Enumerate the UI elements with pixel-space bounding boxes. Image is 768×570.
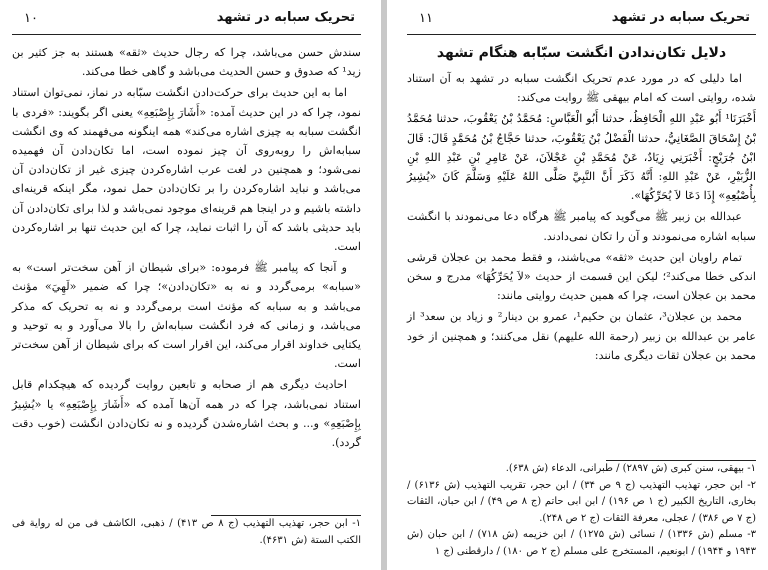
paragraph: تمام راویان این حدیث «ثقه» می‌باشند، و فقط محمد بن عجلان قرشی اندکی خطا می‌کند²؛ لیکن این قسمت از حدیث «لاَ يُحَرِّكُهَا» مدرج و سخن محمد بن عجلان است، چرا که همین حدیث روایتی مانند: [407, 250, 756, 303]
paragraph: سندش حسن می‌باشد، چرا که رجال حدیث «ثقه» هستند به جز کثیر بن زید¹ که صدوق و حسن الحدیث می‌باشد و گاهی خطا می‌کند. [12, 46, 361, 79]
footnotes-section [12, 515, 361, 549]
page-number: ۱۱ [419, 11, 433, 26]
running-title: تحریک سبابه در تشهد [216, 10, 355, 25]
body-text [12, 43, 361, 452]
footnotes-section [407, 460, 756, 560]
page-number: ۱۰ [24, 11, 38, 26]
paragraph: محمد بن عجلان³، عثمان بن حکیم¹، عمرو بن دینار² و زیاد بن سعد³ از عامر بن عبدالله بن زبیر (رحمة الله علیهم) نقل می‌کنند؛ و همچنین از خود محمد بن عجلان ثقات دیگری مانند: [407, 310, 756, 362]
right-page [387, 0, 768, 570]
paragraph: احادیث دیگری هم از صحابه و تابعین روایت گردیده که هیچکدام قابل استناد نمی‌باشد، چرا که در همه آن‌ها آمده که «أَشَارَ بِإِصْبَعِهِ» یا «يُشِيرُ بِإِصْبَعِهِ» و... و بحث اشاره‌شدن گردیده و نه تکان‌دادن انگشت (خوب دقت گردد). [12, 378, 361, 450]
running-title: تحریک سبابه در تشهد [611, 10, 750, 25]
running-header [407, 4, 756, 35]
footnote: ۲- ابن حجر، تهذیب التهذیب (ج ۹ ص ۳۴) / ابن حجر، تقریب التهذیب (ش ۶۱۳۶) / بخاری، التاریخ الکبیر (ج ۱ ص ۱۹۶) / ابن ابی حاتم (ج ۸ ص ۴۹) / ابن حبان، الثقات (ج ۷ ص ۳۸۶) / عجلی، معرفة الثقات (ج ۲ ص ۲۴۸). [407, 479, 756, 524]
paragraph: و آنجا که پیامبر ﷺ فرموده: «برای شیطان از آهن سخت‌تر است» به «سبابه» برمی‌گردد و نه به «تکان‌دادن»؛ چرا که ضمیر «لَهِيَ» مؤنث می‌باشد و به سبابه که مؤنث است برمی‌گردد و نه به تحریک که مذکر می‌باشد، و زمانی که فرد انگشت سبابه‌اش را بالا می‌آورد و به توحید و یکتایی خداوند اقرار می‌کند، این اقرار است که برای شیطان از آهن سخت‌تر است. [12, 261, 361, 371]
footnote: ۱- بیهقی، سنن کبری (ش ۲۸۹۷) / طبرانی، الدعاء (ش ۶۳۸). [505, 463, 756, 474]
footnotes [12, 516, 361, 549]
running-header [12, 4, 361, 35]
paragraph: عبدالله بن زبیر ﷺ می‌گوید که پیامبر ﷺ هرگاه دعا می‌نمودند با انگشت سبابه اشاره می‌نمودند و آن را تکان نمی‌دادند. [407, 210, 756, 243]
chapter-title: دلایل تکان‌ندادن انگشت سبّابه هنگام تشهد [436, 45, 727, 61]
paragraph: اما دلیلی که در مورد عدم تحریک انگشت سبابه در تشهد به آن استناد شده، روایتی است که امام بیهقی ﷺ روایت می‌کند: [407, 72, 756, 105]
footnote: ۱- ابن حجر، تهذیب التهذیب (ج ۸ ص ۴۱۳) / ذهبی، الکاشف فی من له روایة فی الکتب الستة (ش ۴۶۳۱). [12, 518, 361, 546]
book-gutter [381, 0, 387, 570]
body-text [407, 69, 756, 365]
footnotes [407, 461, 756, 560]
paragraph: اما به این حدیث برای حرکت‌دادن انگشت سبّابه در نماز، نمی‌توان استناد نمود، چرا که در این حدیث آمده: «أَشَارَ بِإِصْبَعِهِ» یعنی اگر بگویند: «فردی با انگشت سبابه به چیزی اشاره می‌کند» همه اینگونه می‌فهمند که وی انگشت سبابه‌اش را روبه‌روی آن چیز نموده است، اما تکان‌دادن آن فهمیده نمی‌شود؛ و همچنین در لغت عرب اشاره‌کردن چیزی غیر از تکان‌دادن آن می‌باشد و نباید اشاره‌کردن را بر تکان‌دادن حمل نمود، مگر اینکه قرینه‌ای داشته باشیم و در اینجا هم قرینه‌ای موجود نمی‌باشد و لذا برای تکان‌دادن آن باید حدیثی باشد که آن را اثبات نماید، چرا که این حدیث تنها بر اشاره‌کردن است. [12, 86, 361, 254]
hadith-text: أَخْبَرَنَا¹ أَبُو عَبْدِ اللهِ الْحَافِظُ، حدثنا أَبُو الْعَبَّاسِ: مُحَمَّدُ بْنُ يَعْقُوبَ، حدثنا مُحَمَّدُ بْنُ إِسْحَاقَ الصَّغَانِيُّ، حدثنا الْفَضْلُ بْنُ يَعْقُوبَ، حدثنا حَجَّاجُ بْنُ مُحَمَّدٍ قَالَ: قَالَ ابْنُ جُرَيْجٍ: أَخْبَرَنِي زِيَادٌ، عَنْ مُحَمَّدِ بْنِ عَجْلاَنَ، عَنْ عَامِرِ بْنِ عَبْدِ اللهِ بْنِ الزُّبَيْرِ، عَنْ عَبْدِ اللهِ: أَنَّهُ ذَكَرَ أَنَّ النَّبِيَّ صَلَّى اللهُ عَلَيْهِ وَسَلَّمَ كَانَ «يُشِيرُ بِأُصْبُعِهِ» إِذَا دَعَا لاَ يُحَرِّكُهَا». [407, 112, 756, 203]
left-page [0, 0, 381, 570]
footnote: ۳- مسلم (ش ۱۳۳۶) / نسائی (ش ۱۲۷۵) / ابن خزیمه (ش ۷۱۸) / ابن حبان (ش ۱۹۴۳ و ۱۹۴۴) / ابونعیم، المستخرج علی مسلم (ج ۲ ص ۱۸۰) / دارقطنی (ج ۱ [407, 529, 757, 557]
